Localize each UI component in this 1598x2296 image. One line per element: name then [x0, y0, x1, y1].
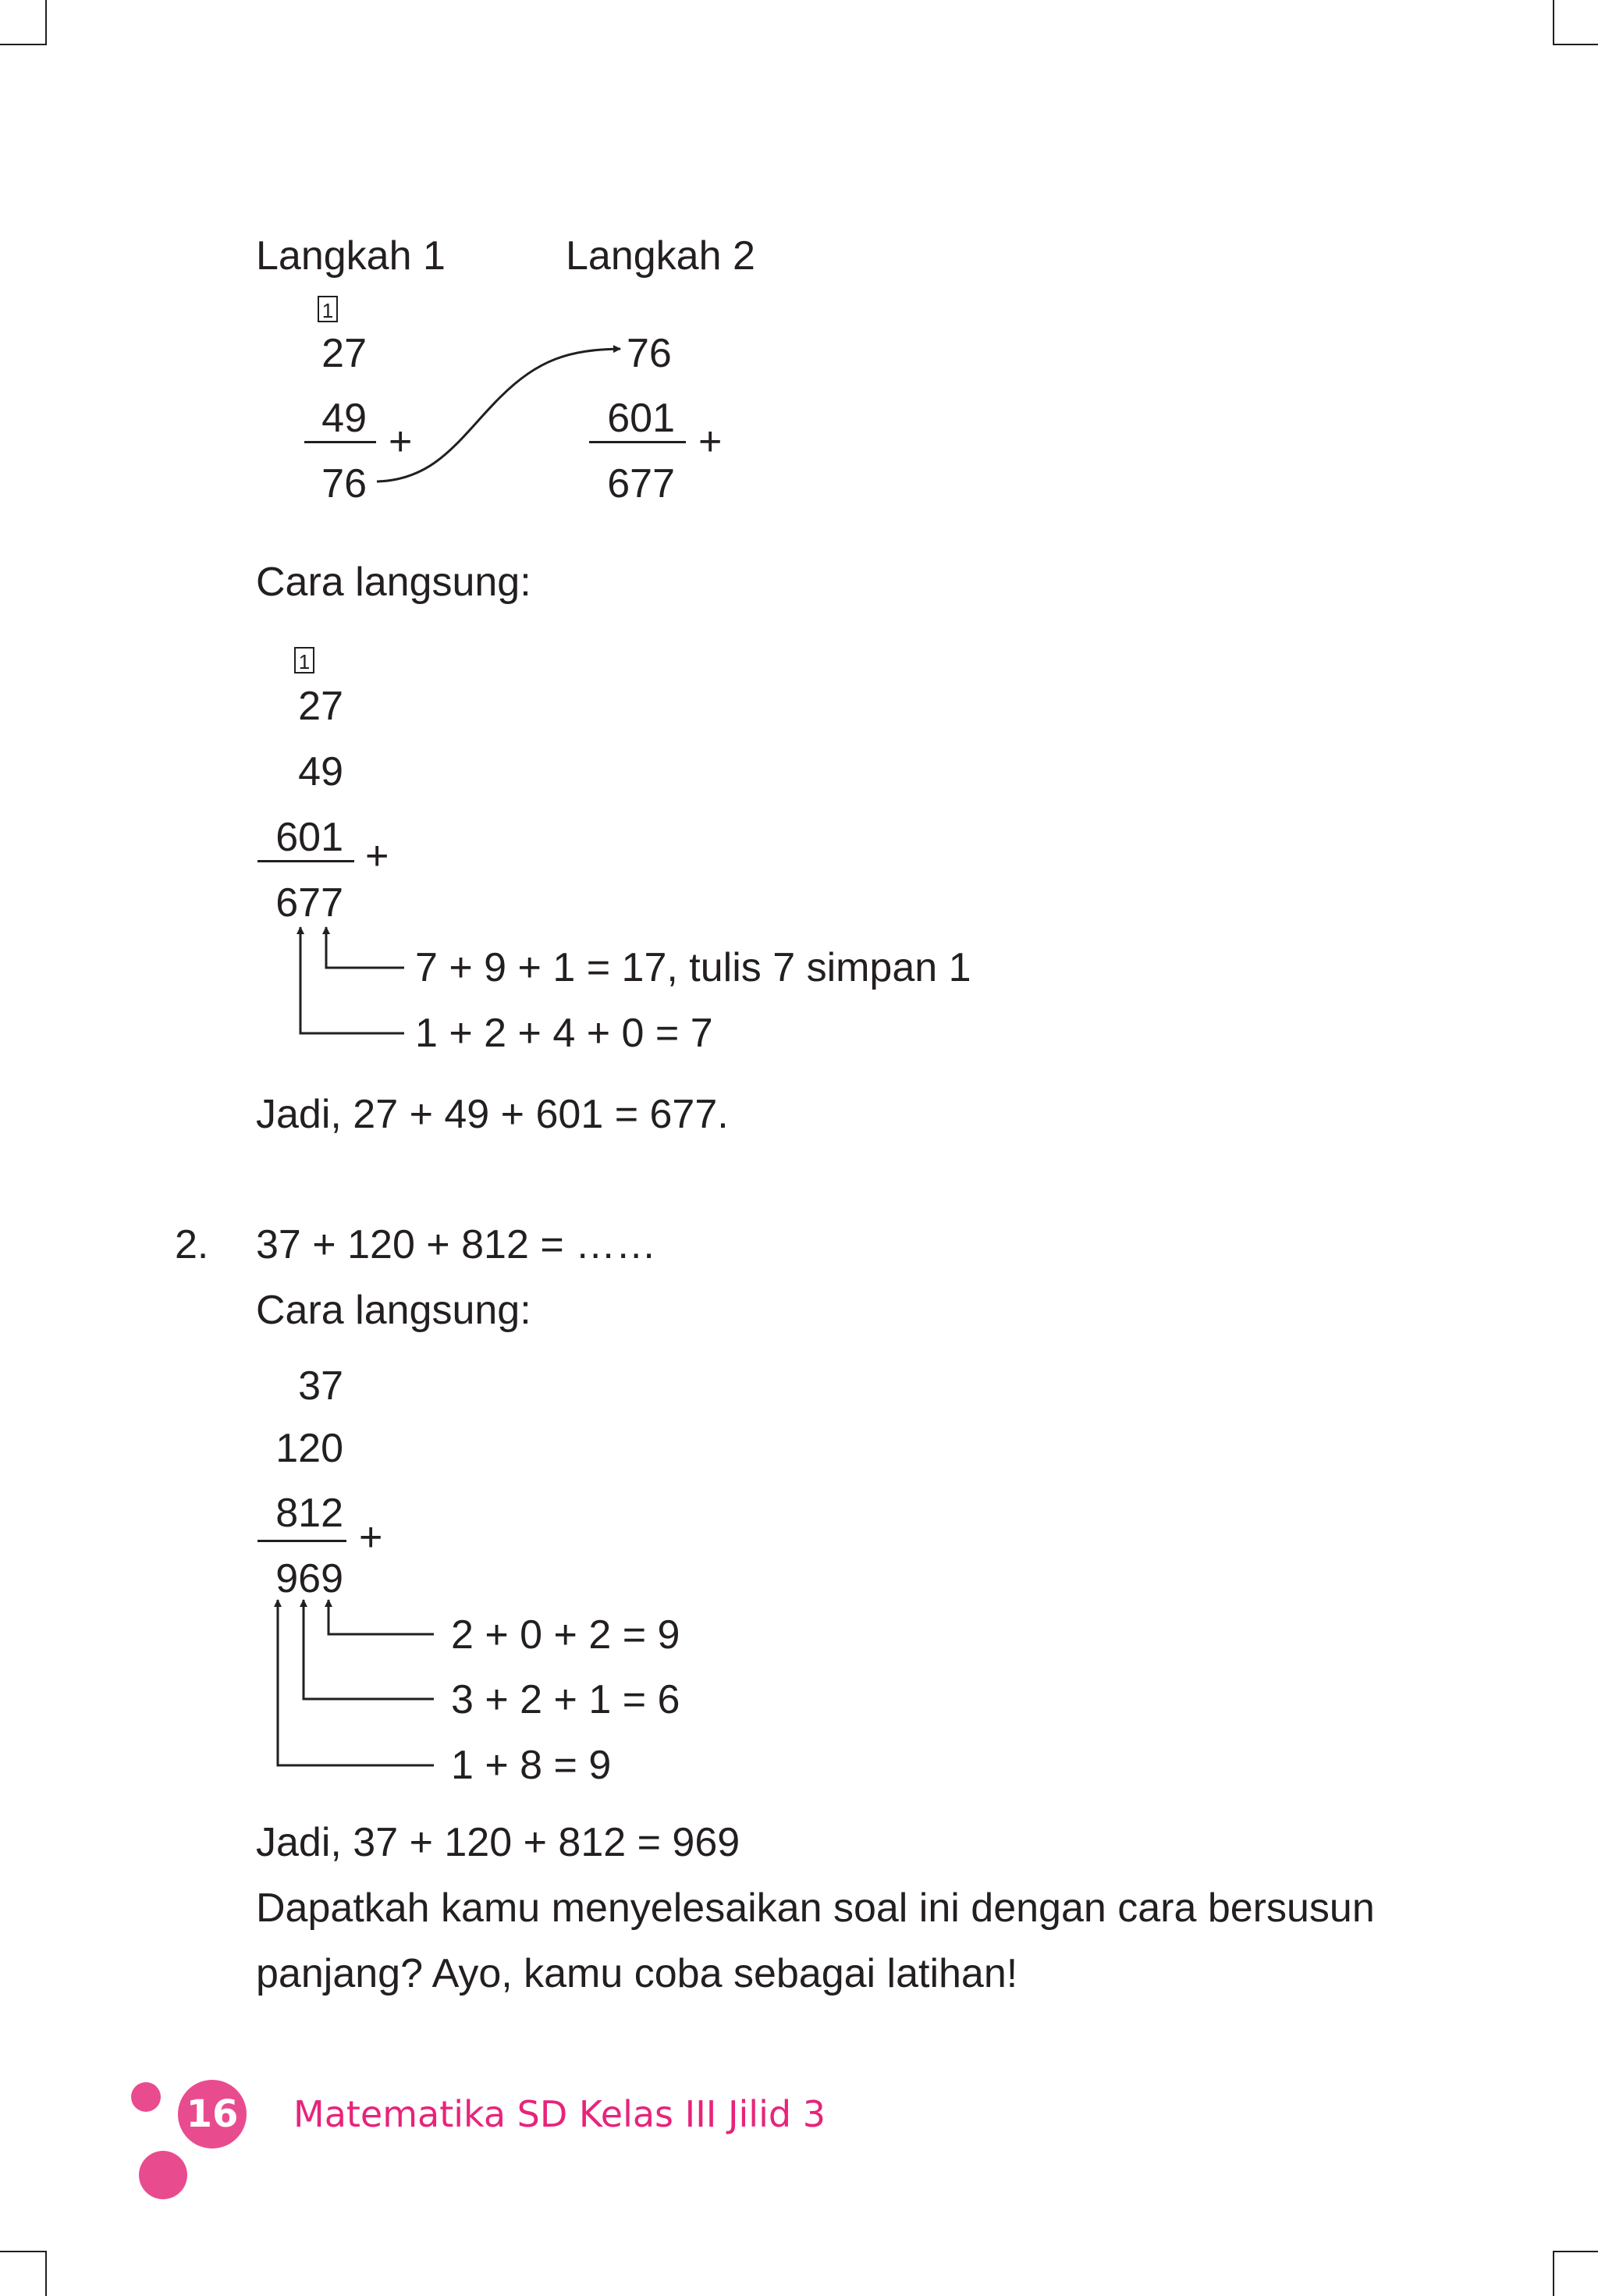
step1-addend-a: 27	[321, 331, 367, 376]
problem2-sum: 969	[275, 1556, 343, 1601]
direct1-addend-a: 27	[298, 684, 343, 729]
book-title: Matematika SD Kelas III Jilid 3	[293, 2093, 826, 2135]
step2-addend-b: 601	[607, 396, 675, 441]
step1-carry-box: 1	[318, 296, 338, 322]
step1-plus-sign: +	[389, 419, 413, 464]
hundreds-bracket-arrow-2	[278, 1600, 434, 1765]
step2-label: Langkah 2	[566, 233, 755, 279]
step1-sum: 76	[321, 461, 367, 506]
direct1-carry-box: 1	[294, 647, 314, 674]
direct1-conclusion: Jadi, 27 + 49 + 601 = 677.	[256, 1092, 729, 1137]
problem2-number: 2.	[175, 1222, 209, 1267]
problem2-question-line1: Dapatkah kamu menyelesaikan soal ini dengan cara bersusun	[256, 1885, 1375, 1931]
tens-bracket-arrow-2	[304, 1600, 434, 1699]
direct1-label: Cara langsung:	[256, 560, 531, 605]
problem2-note-hundreds: 1 + 8 = 9	[451, 1743, 612, 1788]
units-bracket-arrow	[326, 927, 404, 968]
direct1-plus-sign: +	[365, 833, 389, 879]
step2-addend-a: 76	[627, 331, 672, 376]
direct1-addend-b: 49	[298, 749, 343, 794]
problem2-addend-c: 812	[275, 1491, 343, 1536]
tens-bracket-arrow	[300, 927, 404, 1033]
page-number-badge: 16	[178, 2080, 247, 2149]
problem2-note-units: 2 + 0 + 2 = 9	[451, 1612, 680, 1658]
problem2-note-tens: 3 + 2 + 1 = 6	[451, 1677, 680, 1722]
direct1-addend-c: 601	[275, 815, 343, 860]
carry-over-curve-arrow	[377, 349, 620, 482]
problem2-question-line2: panjang? Ayo, kamu coba sebagai latihan!	[256, 1951, 1018, 1996]
step1-label: Langkah 1	[256, 233, 446, 279]
direct1-note-tens: 1 + 2 + 4 + 0 = 7	[415, 1011, 713, 1056]
problem2-addend-a: 37	[298, 1363, 343, 1409]
problem2-plus-sign: +	[359, 1515, 383, 1560]
direct1-note-units: 7 + 9 + 1 = 17, tulis 7 simpan 1	[415, 945, 971, 990]
problem2-statement: 37 + 120 + 812 = ……	[256, 1222, 657, 1267]
decorative-dot	[131, 2082, 161, 2112]
problem2-label: Cara langsung:	[256, 1288, 531, 1333]
decorative-dot	[139, 2151, 187, 2199]
units-bracket-arrow-2	[328, 1600, 434, 1634]
problem2-conclusion: Jadi, 37 + 120 + 812 = 969	[256, 1820, 740, 1865]
direct1-sum: 677	[275, 880, 343, 926]
step1-addend-b: 49	[321, 396, 367, 441]
step2-plus-sign: +	[698, 419, 723, 464]
problem2-addend-b: 120	[275, 1426, 343, 1471]
step2-sum: 677	[607, 461, 675, 506]
